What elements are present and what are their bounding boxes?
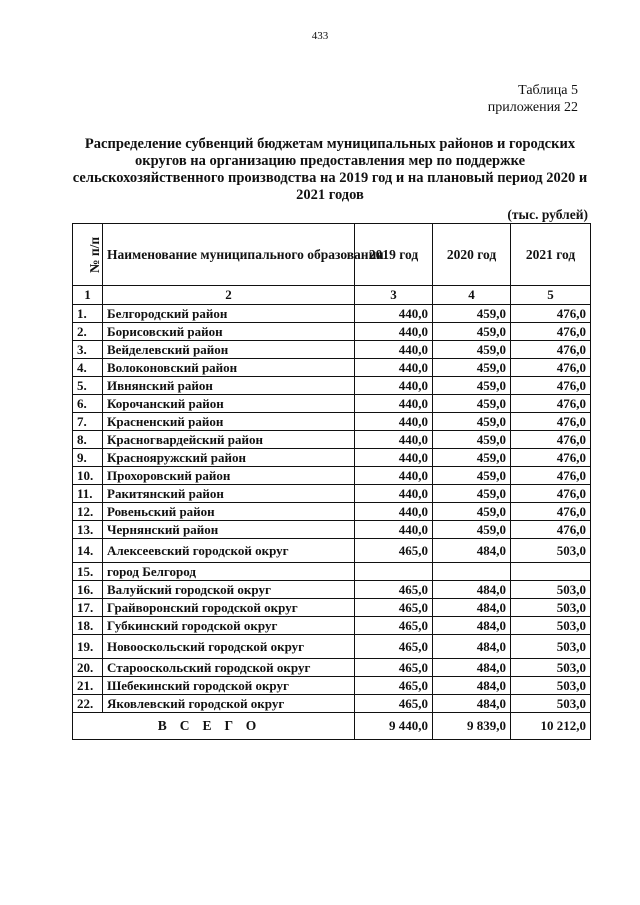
table-row: [73, 413, 591, 431]
row-name: Вейделевский район: [103, 341, 355, 359]
row-number: 20.: [73, 659, 103, 677]
row-value-2019: 440,0: [355, 305, 433, 323]
row-name: Прохоровский район: [103, 467, 355, 485]
column-index: 5: [511, 286, 591, 305]
row-name: Новооскольский городской округ: [103, 635, 355, 659]
row-number: 18.: [73, 617, 103, 635]
table-row: [73, 539, 591, 563]
table-row: [73, 431, 591, 449]
row-value-2021: 476,0: [511, 503, 591, 521]
row-value-2020: 459,0: [433, 323, 511, 341]
row-value-2021: 503,0: [511, 695, 591, 713]
header-number: [73, 224, 103, 286]
column-index: 3: [355, 286, 433, 305]
row-value-2019: 440,0: [355, 503, 433, 521]
row-value-2021: 476,0: [511, 431, 591, 449]
row-value-2019: 440,0: [355, 323, 433, 341]
row-value-2019: [355, 563, 433, 581]
row-value-2020: 459,0: [433, 449, 511, 467]
row-value-2019: 465,0: [355, 581, 433, 599]
row-number: 10.: [73, 467, 103, 485]
row-value-2020: [433, 563, 511, 581]
row-name: город Белгород: [103, 563, 355, 581]
subsidy-table: [72, 223, 591, 740]
row-value-2020: 459,0: [433, 413, 511, 431]
row-value-2019: 440,0: [355, 341, 433, 359]
row-value-2019: 465,0: [355, 599, 433, 617]
row-value-2020: 459,0: [433, 377, 511, 395]
row-value-2020: 459,0: [433, 431, 511, 449]
row-name: Старооскольский городской округ: [103, 659, 355, 677]
table-row: [73, 503, 591, 521]
row-value-2021: 476,0: [511, 413, 591, 431]
total-2021: 10 212,0: [511, 713, 591, 740]
row-value-2019: 440,0: [355, 413, 433, 431]
row-number: 2.: [73, 323, 103, 341]
row-name: Ракитянский район: [103, 485, 355, 503]
row-number: 1.: [73, 305, 103, 323]
row-name: Шебекинский городской округ: [103, 677, 355, 695]
table-body: [73, 305, 591, 713]
page-number: 433: [311, 30, 329, 42]
caption-table-number: Таблица 5: [518, 83, 578, 98]
row-value-2020: 459,0: [433, 395, 511, 413]
column-index-row: [73, 286, 591, 305]
row-value-2019: 440,0: [355, 485, 433, 503]
row-name: Алексеевский городской округ: [103, 539, 355, 563]
row-name: Грайворонский городской округ: [103, 599, 355, 617]
row-name: Красненский район: [103, 413, 355, 431]
row-number: 19.: [73, 635, 103, 659]
row-value-2021: 476,0: [511, 323, 591, 341]
row-name: Валуйский городской округ: [103, 581, 355, 599]
row-value-2021: 503,0: [511, 581, 591, 599]
row-name: Волоконовский район: [103, 359, 355, 377]
table-caption: [488, 82, 578, 116]
row-value-2019: 465,0: [355, 659, 433, 677]
row-value-2020: 484,0: [433, 617, 511, 635]
table-row: [73, 695, 591, 713]
row-value-2021: 476,0: [511, 449, 591, 467]
row-number: 9.: [73, 449, 103, 467]
row-name: Белгородский район: [103, 305, 355, 323]
row-name: Губкинский городской округ: [103, 617, 355, 635]
total-label: ВСЕГО: [73, 713, 355, 740]
row-number: 11.: [73, 485, 103, 503]
row-name: Чернянский район: [103, 521, 355, 539]
row-value-2020: 459,0: [433, 305, 511, 323]
row-value-2021: 476,0: [511, 521, 591, 539]
table-row: [73, 305, 591, 323]
row-value-2019: 440,0: [355, 377, 433, 395]
caption-appendix: приложения 22: [487, 100, 578, 115]
row-value-2019: 465,0: [355, 635, 433, 659]
row-value-2021: 476,0: [511, 395, 591, 413]
row-number: 8.: [73, 431, 103, 449]
table-row: [73, 395, 591, 413]
units-label: (тыс. рублей): [507, 207, 588, 222]
row-value-2019: 440,0: [355, 521, 433, 539]
row-value-2021: 476,0: [511, 377, 591, 395]
row-name: Ивнянский район: [103, 377, 355, 395]
row-number: 3.: [73, 341, 103, 359]
row-value-2019: 440,0: [355, 449, 433, 467]
row-number: 13.: [73, 521, 103, 539]
row-number: 16.: [73, 581, 103, 599]
table-row: [73, 467, 591, 485]
header-2019: 2019 год: [355, 224, 433, 286]
column-index: 4: [433, 286, 511, 305]
row-number: 15.: [73, 563, 103, 581]
row-number: 17.: [73, 599, 103, 617]
row-value-2021: 503,0: [511, 635, 591, 659]
header-2021: 2021 год: [511, 224, 591, 286]
row-value-2020: 459,0: [433, 521, 511, 539]
row-value-2019: 440,0: [355, 431, 433, 449]
row-number: 4.: [73, 359, 103, 377]
table-row: [73, 449, 591, 467]
row-value-2019: 440,0: [355, 467, 433, 485]
row-value-2020: 484,0: [433, 599, 511, 617]
row-value-2021: 476,0: [511, 341, 591, 359]
table-row: [73, 485, 591, 503]
row-value-2020: 459,0: [433, 359, 511, 377]
document-title: Распределение субвенций бюджетам муниципальных районов и городских округов на организацию предоставления мер по поддержке сельскохозяйственного производства на 2019 год и на плановый период 2020 и 2021 годов: [72, 136, 588, 203]
row-number: 5.: [73, 377, 103, 395]
row-value-2020: 484,0: [433, 539, 511, 563]
table-row: [73, 377, 591, 395]
table-row: [73, 677, 591, 695]
row-value-2020: 459,0: [433, 341, 511, 359]
total-row: [73, 713, 591, 740]
row-number: 21.: [73, 677, 103, 695]
row-value-2020: 484,0: [433, 635, 511, 659]
row-name: Ровеньский район: [103, 503, 355, 521]
row-value-2020: 484,0: [433, 677, 511, 695]
row-name: Краснояружский район: [103, 449, 355, 467]
row-number: 14.: [73, 539, 103, 563]
row-value-2019: 465,0: [355, 617, 433, 635]
row-number: 7.: [73, 413, 103, 431]
header-name: Наименование муниципального образования: [103, 224, 355, 286]
row-value-2021: 503,0: [511, 599, 591, 617]
row-number: 22.: [73, 695, 103, 713]
row-name: Яковлевский городской округ: [103, 695, 355, 713]
table-row: [73, 581, 591, 599]
row-value-2020: 459,0: [433, 467, 511, 485]
row-value-2020: 484,0: [433, 695, 511, 713]
row-value-2021: 503,0: [511, 659, 591, 677]
row-value-2019: 465,0: [355, 695, 433, 713]
row-value-2021: 476,0: [511, 467, 591, 485]
row-value-2019: 465,0: [355, 539, 433, 563]
table-row: [73, 563, 591, 581]
row-number: 12.: [73, 503, 103, 521]
row-value-2019: 440,0: [355, 395, 433, 413]
table-header-row: [73, 224, 591, 286]
row-value-2021: 503,0: [511, 677, 591, 695]
row-name: Борисовский район: [103, 323, 355, 341]
row-name: Корочанский район: [103, 395, 355, 413]
row-value-2021: 476,0: [511, 359, 591, 377]
row-value-2020: 459,0: [433, 503, 511, 521]
table-row: [73, 359, 591, 377]
header-number-label: № п/п: [87, 236, 103, 273]
row-name: Красногвардейский район: [103, 431, 355, 449]
row-value-2021: 476,0: [511, 305, 591, 323]
column-index: 1: [73, 286, 103, 305]
row-value-2021: 503,0: [511, 539, 591, 563]
table-row: [73, 617, 591, 635]
table-row: [73, 659, 591, 677]
row-value-2020: 484,0: [433, 659, 511, 677]
column-index: 2: [103, 286, 355, 305]
header-2020: 2020 год: [433, 224, 511, 286]
row-value-2019: 440,0: [355, 359, 433, 377]
table-row: [73, 599, 591, 617]
table-row: [73, 323, 591, 341]
total-2019: 9 440,0: [355, 713, 433, 740]
row-value-2020: 484,0: [433, 581, 511, 599]
table-row: [73, 635, 591, 659]
row-value-2021: 503,0: [511, 617, 591, 635]
table-row: [73, 521, 591, 539]
row-number: 6.: [73, 395, 103, 413]
row-value-2020: 459,0: [433, 485, 511, 503]
row-value-2019: 465,0: [355, 677, 433, 695]
row-value-2021: [511, 563, 591, 581]
table-row: [73, 341, 591, 359]
total-2020: 9 839,0: [433, 713, 511, 740]
row-value-2021: 476,0: [511, 485, 591, 503]
